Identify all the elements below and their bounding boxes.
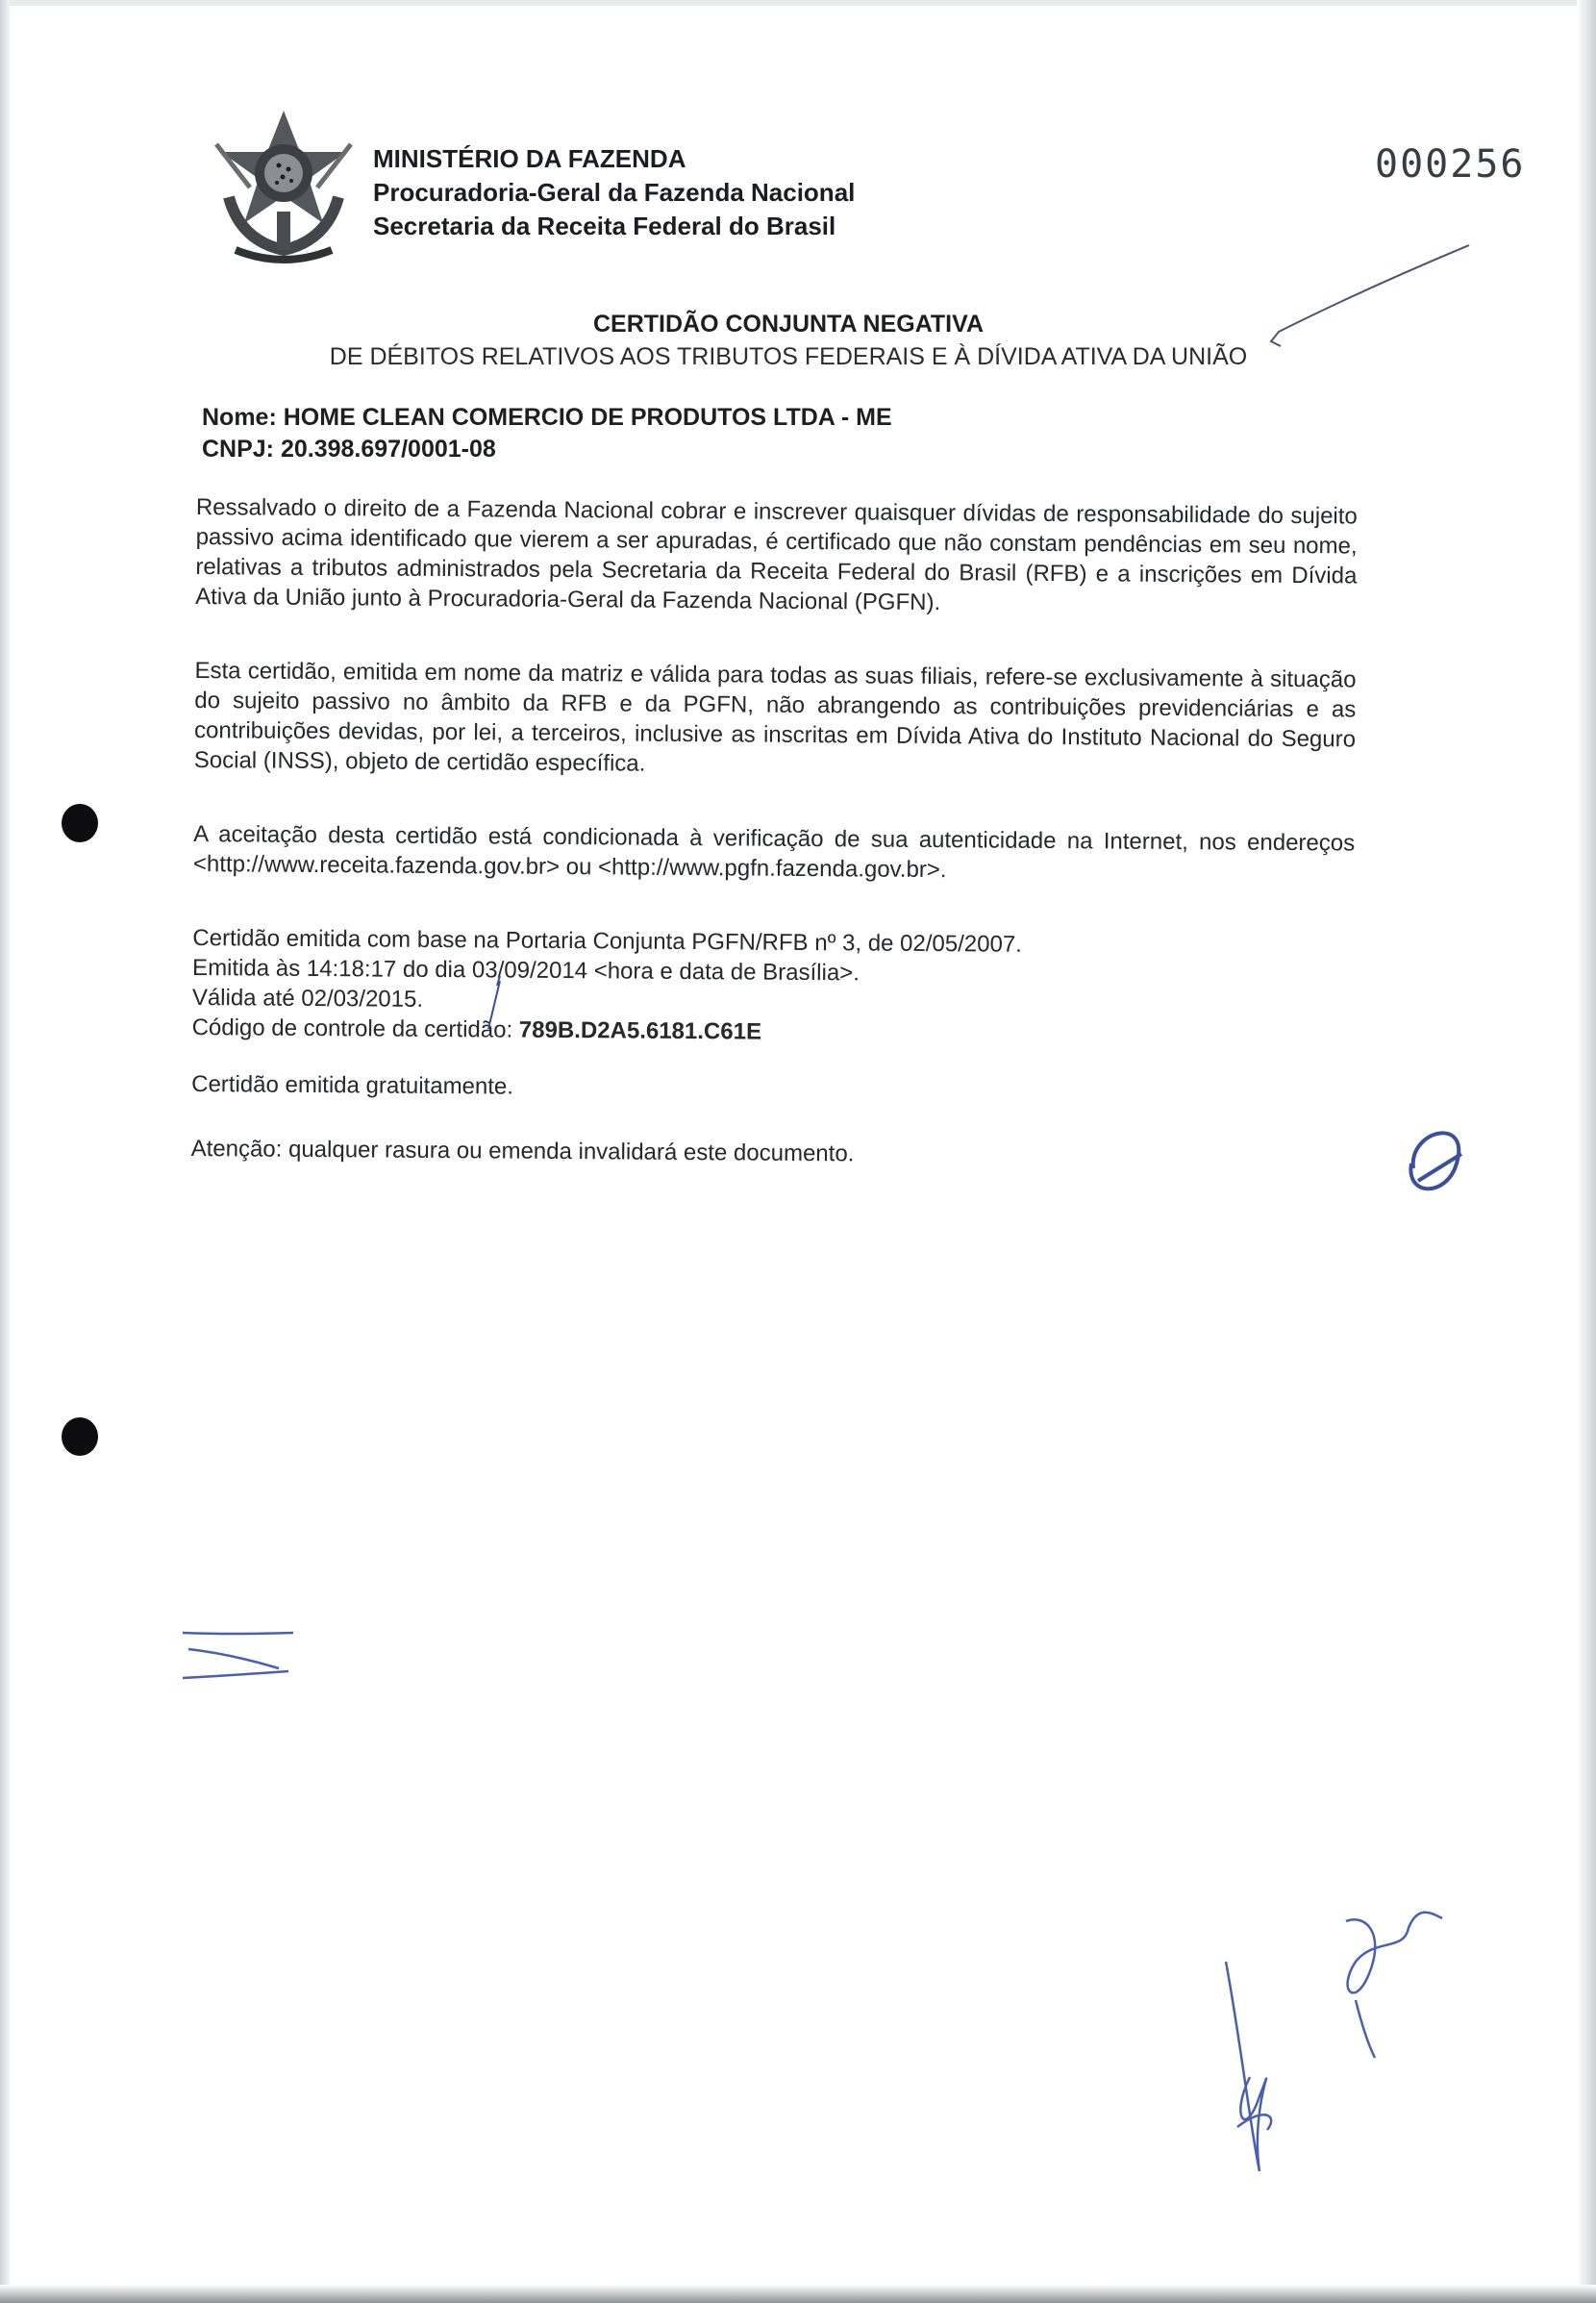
cnpj-label: CNPJ: — [202, 436, 275, 463]
paragraph-reservation: Ressalvado o direito de a Fazenda Nacional cobrar e inscrever quaisquer dívidas de responsabilidade do sujeito passivo acima identificado que vierem a ser apuradas, é certificado que não constam pendências em seu nome, relativas a tributos administrados pela Secretaria da Receita Federal do Brasil (RFB) e a inscrições em Dívida Ativa da União junto à Procuradoria-Geral da Fazenda Nacional (PGFN). — [195, 493, 1358, 616]
signature-stroke — [1226, 1913, 1442, 2171]
initial-mark — [1410, 1133, 1461, 1189]
issuance-datetime: Emitida às 14:18:17 do dia 03/09/2014 <hora e data de Brasília>. — [192, 954, 860, 987]
coat-of-arms-seal — [212, 106, 356, 269]
certificate-title — [279, 308, 1298, 373]
tamper-warning: Atenção: qualquer rasura ou emenda invalidará este documento. — [190, 1135, 855, 1167]
scan-edge-left — [0, 0, 10, 2303]
free-issue-note: Certidão emitida gratuitamente. — [191, 1070, 514, 1100]
cnpj-row — [202, 434, 892, 465]
scan-edge-bottom — [0, 2285, 1596, 2303]
title-main: CERTIDÃO CONJUNTA NEGATIVA — [592, 311, 985, 338]
control-code-value: 789B.D2A5.6181.C61E — [518, 1016, 762, 1045]
company-name: HOME CLEAN COMERCIO DE PRODUTOS LTDA - ME — [283, 404, 892, 431]
issuance-basis: Certidão emitida com base na Portaria Conjunta PGFN/RFB nº 3, de 02/05/2007. — [192, 924, 1023, 958]
secretariat-name: Secretaria da Receita Federal do Brasil — [373, 212, 836, 240]
punch-hole-icon — [62, 1417, 98, 1456]
validity-date: Válida até 02/03/2015. — [191, 984, 424, 1013]
paragraph-scope: Esta certidão, emitida em nome da matriz e válida para todas as suas filiais, refere-se exclusivamente à situação do sujeito passivo no âmbito da RFB e da PGFN, não abrangendo as contribuições previdenciárias e as contribuições devidas, por lei, a terceiros, inclusive as inscritas em Dívida Ativa do Instituto Nacional do Seguro Social (INSS), objeto de certidão específica. — [193, 657, 1357, 777]
paragraph-authenticity: A aceitação desta certidão está condicionada à verificação de sua autenticidade na Internet, nos endereços <http://www.receita.fazenda.gov.br> ou <http://www.pgfn.fazenda.gov.br>. — [192, 820, 1356, 884]
control-code-label: Código de controle da certidão: — [191, 1014, 513, 1043]
ministry-name: MINISTÉRIO DA FAZENDA — [373, 144, 686, 173]
title-sub: DE DÉBITOS RELATIVOS AOS TRIBUTOS FEDERAIS E À DÍVIDA ATIVA DA UNIÃO — [329, 343, 1248, 370]
agency-name: Procuradoria-Geral da Fazenda Nacional — [373, 178, 856, 207]
check-mark-stroke — [1271, 245, 1469, 346]
page-number-stamp: 000256 — [1375, 142, 1526, 187]
company-identification — [202, 402, 892, 465]
company-name-row — [202, 402, 892, 434]
name-label: Nome: — [202, 404, 277, 431]
left-margin-mark — [183, 1633, 293, 1678]
cnpj-value: 20.398.697/0001-08 — [280, 436, 496, 463]
certificate-body — [190, 492, 1358, 1207]
scan-edge-right — [1577, 0, 1596, 2303]
punch-hole-icon — [62, 804, 98, 842]
issuer-header — [373, 142, 855, 243]
issuance-details — [192, 923, 1355, 1051]
scan-edge-top — [0, 0, 1596, 6]
